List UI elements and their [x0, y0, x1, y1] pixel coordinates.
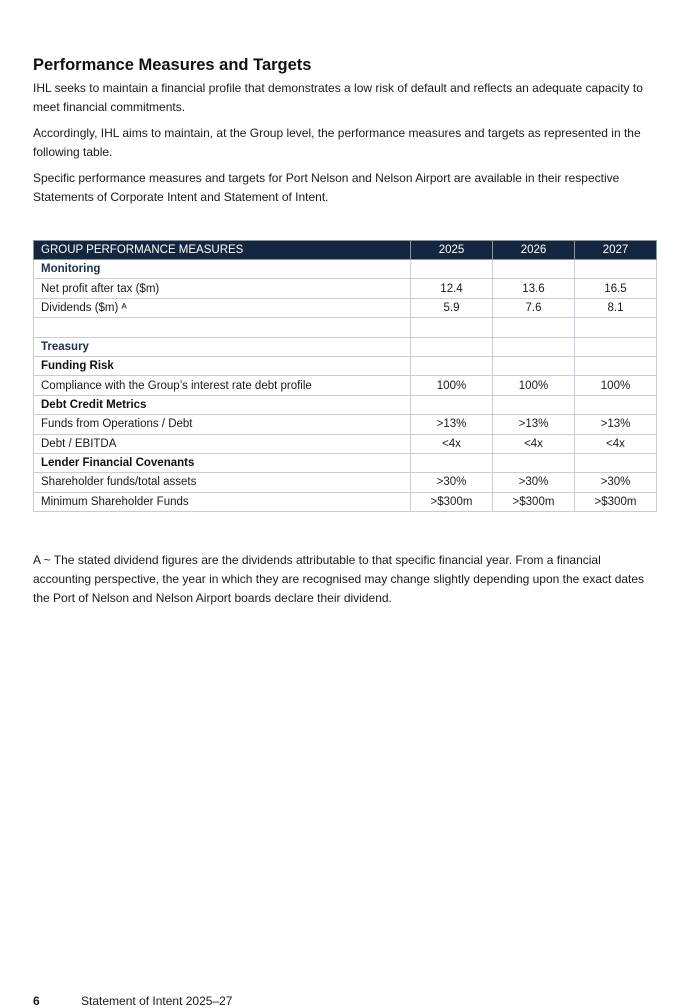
table-cell: 100% — [411, 376, 493, 395]
table-cell — [575, 260, 657, 279]
table-cell: >30% — [575, 473, 657, 492]
table-cell — [575, 453, 657, 472]
section-label-treasury: Treasury — [34, 337, 411, 356]
table-cell: 100% — [493, 376, 575, 395]
section-row — [34, 337, 657, 356]
table-cell — [493, 318, 575, 337]
row-label: Debt / EBITDA — [34, 434, 411, 453]
header-measures: GROUP PERFORMANCE MEASURES — [34, 241, 411, 260]
row-label — [34, 318, 411, 337]
intro-paragraph: Specific performance measures and targets for Port Nelson and Nelson Airport are available in their respective Statements of Corporate Intent and Statement of Intent. — [33, 171, 620, 204]
page-title: Performance Measures and Targets — [33, 56, 312, 74]
table-row — [34, 376, 657, 395]
table-cell: 7.6 — [493, 298, 575, 317]
subsection-label-debt-credit-metrics: Debt Credit Metrics — [34, 395, 411, 414]
table-cell — [493, 395, 575, 414]
empty-row — [34, 318, 657, 337]
dividend-footnote: A ~ The stated dividend figures are the dividends attributable to that specific financial year. From a financial accounting perspective, the year in which they are recognised may change slightly depending upon the exact dates the Port of Nelson and Nelson Airport boards declare their dividend. — [33, 553, 645, 605]
table-header-row — [34, 241, 657, 260]
table-cell — [493, 356, 575, 375]
table-cell: 16.5 — [575, 279, 657, 298]
subsection-row — [34, 395, 657, 414]
row-label: Dividends ($m) ᴬ — [34, 298, 411, 317]
table-cell — [493, 260, 575, 279]
row-label: Minimum Shareholder Funds — [34, 492, 411, 511]
table-cell — [411, 356, 493, 375]
section-row — [34, 260, 657, 279]
table-row — [34, 434, 657, 453]
table-cell: 12.4 — [411, 279, 493, 298]
header-year-2026: 2026 — [493, 241, 575, 260]
page-footer — [33, 994, 232, 1008]
table-cell: <4x — [493, 434, 575, 453]
table-cell — [575, 356, 657, 375]
intro-paragraph: IHL seeks to maintain a financial profile that demonstrates a low risk of default and reflects an adequate capacity to meet financial commitments. — [33, 81, 643, 114]
performance-measures-table — [33, 240, 657, 512]
table-cell: <4x — [575, 434, 657, 453]
table-cell: >$300m — [575, 492, 657, 511]
table-cell: >$300m — [411, 492, 493, 511]
table-cell: >13% — [493, 415, 575, 434]
table-cell — [411, 395, 493, 414]
table-row — [34, 473, 657, 492]
subsection-label-funding-risk: Funding Risk — [34, 356, 411, 375]
table-cell — [493, 337, 575, 356]
table-cell: 5.9 — [411, 298, 493, 317]
table-cell — [575, 395, 657, 414]
table-row — [34, 415, 657, 434]
table-cell — [411, 453, 493, 472]
table-row — [34, 298, 657, 317]
table-cell — [575, 318, 657, 337]
table-row — [34, 492, 657, 511]
table-cell: >13% — [575, 415, 657, 434]
row-label: Funds from Operations / Debt — [34, 415, 411, 434]
table-cell — [493, 453, 575, 472]
table-row — [34, 279, 657, 298]
table-cell — [411, 260, 493, 279]
subsection-row — [34, 356, 657, 375]
table-cell: 100% — [575, 376, 657, 395]
table-cell: >$300m — [493, 492, 575, 511]
table-cell: >30% — [493, 473, 575, 492]
intro-paragraph: Accordingly, IHL aims to maintain, at the Group level, the performance measures and targets as represented in the following table. — [33, 126, 641, 159]
header-year-2025: 2025 — [411, 241, 493, 260]
table-cell: <4x — [411, 434, 493, 453]
page-number: 6 — [33, 994, 40, 1008]
table-cell: >30% — [411, 473, 493, 492]
table-cell: 8.1 — [575, 298, 657, 317]
row-label: Compliance with the Group’s interest rate debt profile — [34, 376, 411, 395]
section-label-monitoring: Monitoring — [34, 260, 411, 279]
table-cell — [411, 318, 493, 337]
row-label: Net profit after tax ($m) — [34, 279, 411, 298]
table-cell — [411, 337, 493, 356]
subsection-label-lender-covenants: Lender Financial Covenants — [34, 453, 411, 472]
footer-document-title: Statement of Intent 2025–27 — [81, 994, 233, 1008]
header-year-2027: 2027 — [575, 241, 657, 260]
table-cell: >13% — [411, 415, 493, 434]
table-cell — [575, 337, 657, 356]
table-cell: 13.6 — [493, 279, 575, 298]
subsection-row — [34, 453, 657, 472]
row-label: Shareholder funds/total assets — [34, 473, 411, 492]
